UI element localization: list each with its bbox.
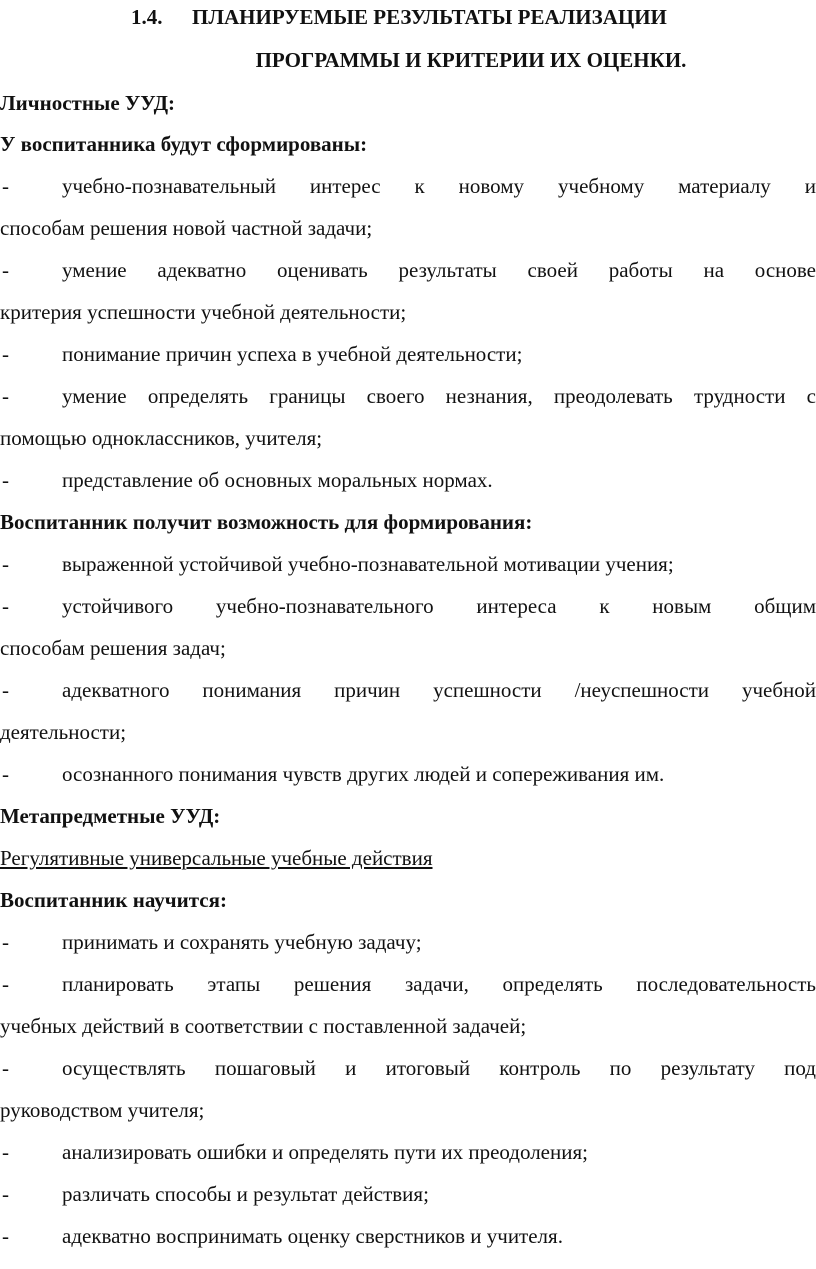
list-item-text: понимание причин успеха в учебной деятельности; [62, 342, 523, 366]
list-item-text-cont: способам решения задач; [0, 636, 226, 660]
list-item-text-cont: способам решения новой частной задачи; [0, 216, 373, 240]
list-item-text: планировать этапы решения задачи, определять последовательность [62, 972, 816, 996]
learns-title: Воспитанник научится: [0, 888, 227, 912]
list-dash: - [2, 1056, 9, 1080]
list-item-text: осуществлять пошаговый и итоговый контроль по результату под [62, 1056, 816, 1080]
section-title-line1: ПЛАНИРУЕМЫЕ РЕЗУЛЬТАТЫ РЕАЛИЗАЦИИ [192, 5, 667, 29]
list-item-text: умение определять границы своего незнания, преодолевать трудности с [62, 384, 816, 408]
list-item-text: адекватно воспринимать оценку сверстников и учителя. [62, 1224, 563, 1248]
section-title-line2: ПРОГРАММЫ И КРИТЕРИИ ИХ ОЦЕНКИ. [255, 48, 687, 72]
list-item-text-cont: учебных действий в соответствии с поставленной задачей; [0, 1014, 527, 1038]
list-item-text: учебно-познавательный интерес к новому учебному материалу и [62, 174, 816, 198]
list-item-text: выраженной устойчивой учебно-познавательной мотивации учения; [62, 552, 674, 576]
list-dash: - [2, 594, 9, 618]
list-dash: - [2, 552, 9, 576]
formed-title: У воспитанника будут сформированы: [0, 132, 368, 156]
list-dash: - [2, 1182, 9, 1206]
list-item-text: различать способы и результат действия; [62, 1182, 429, 1206]
list-dash: - [2, 174, 9, 198]
opportunity-title: Воспитанник получит возможность для формирования: [0, 510, 533, 534]
list-dash: - [2, 930, 9, 954]
list-item-text: анализировать ошибки и определять пути их преодоления; [62, 1140, 588, 1164]
list-item-text: принимать и сохранять учебную задачу; [62, 930, 422, 954]
list-item-text: адекватного понимания причин успешности /неуспешности учебной [62, 678, 816, 702]
list-item-text-cont: деятельности; [0, 720, 127, 744]
list-item-text-cont: помощью одноклассников, учителя; [0, 426, 323, 450]
list-dash: - [2, 1224, 9, 1248]
list-item-text: осознанного понимания чувств других людей и сопереживания им. [62, 762, 665, 786]
list-dash: - [2, 972, 9, 996]
list-item-text: умение адекватно оценивать результаты своей работы на основе [62, 258, 816, 282]
list-dash: - [2, 678, 9, 702]
list-dash: - [2, 384, 9, 408]
list-item-text: устойчивого учебно-познавательного интереса к новым общим [62, 594, 816, 618]
list-dash: - [2, 762, 9, 786]
meta-uud-title: Метапредметные УУД: [0, 804, 221, 828]
list-item-text: представление об основных моральных нормах. [62, 468, 493, 492]
personal-uud-title: Личностные УУД: [0, 91, 176, 115]
list-item-text-cont: критерия успешности учебной деятельности; [0, 300, 407, 324]
section-number: 1.4. [131, 5, 163, 29]
list-dash: - [2, 258, 9, 282]
list-dash: - [2, 468, 9, 492]
list-item-text-cont: руководством учителя; [0, 1098, 205, 1122]
list-dash: - [2, 1140, 9, 1164]
list-dash: - [2, 342, 9, 366]
regulative-title: Регулятивные универсальные учебные действия [0, 846, 433, 870]
